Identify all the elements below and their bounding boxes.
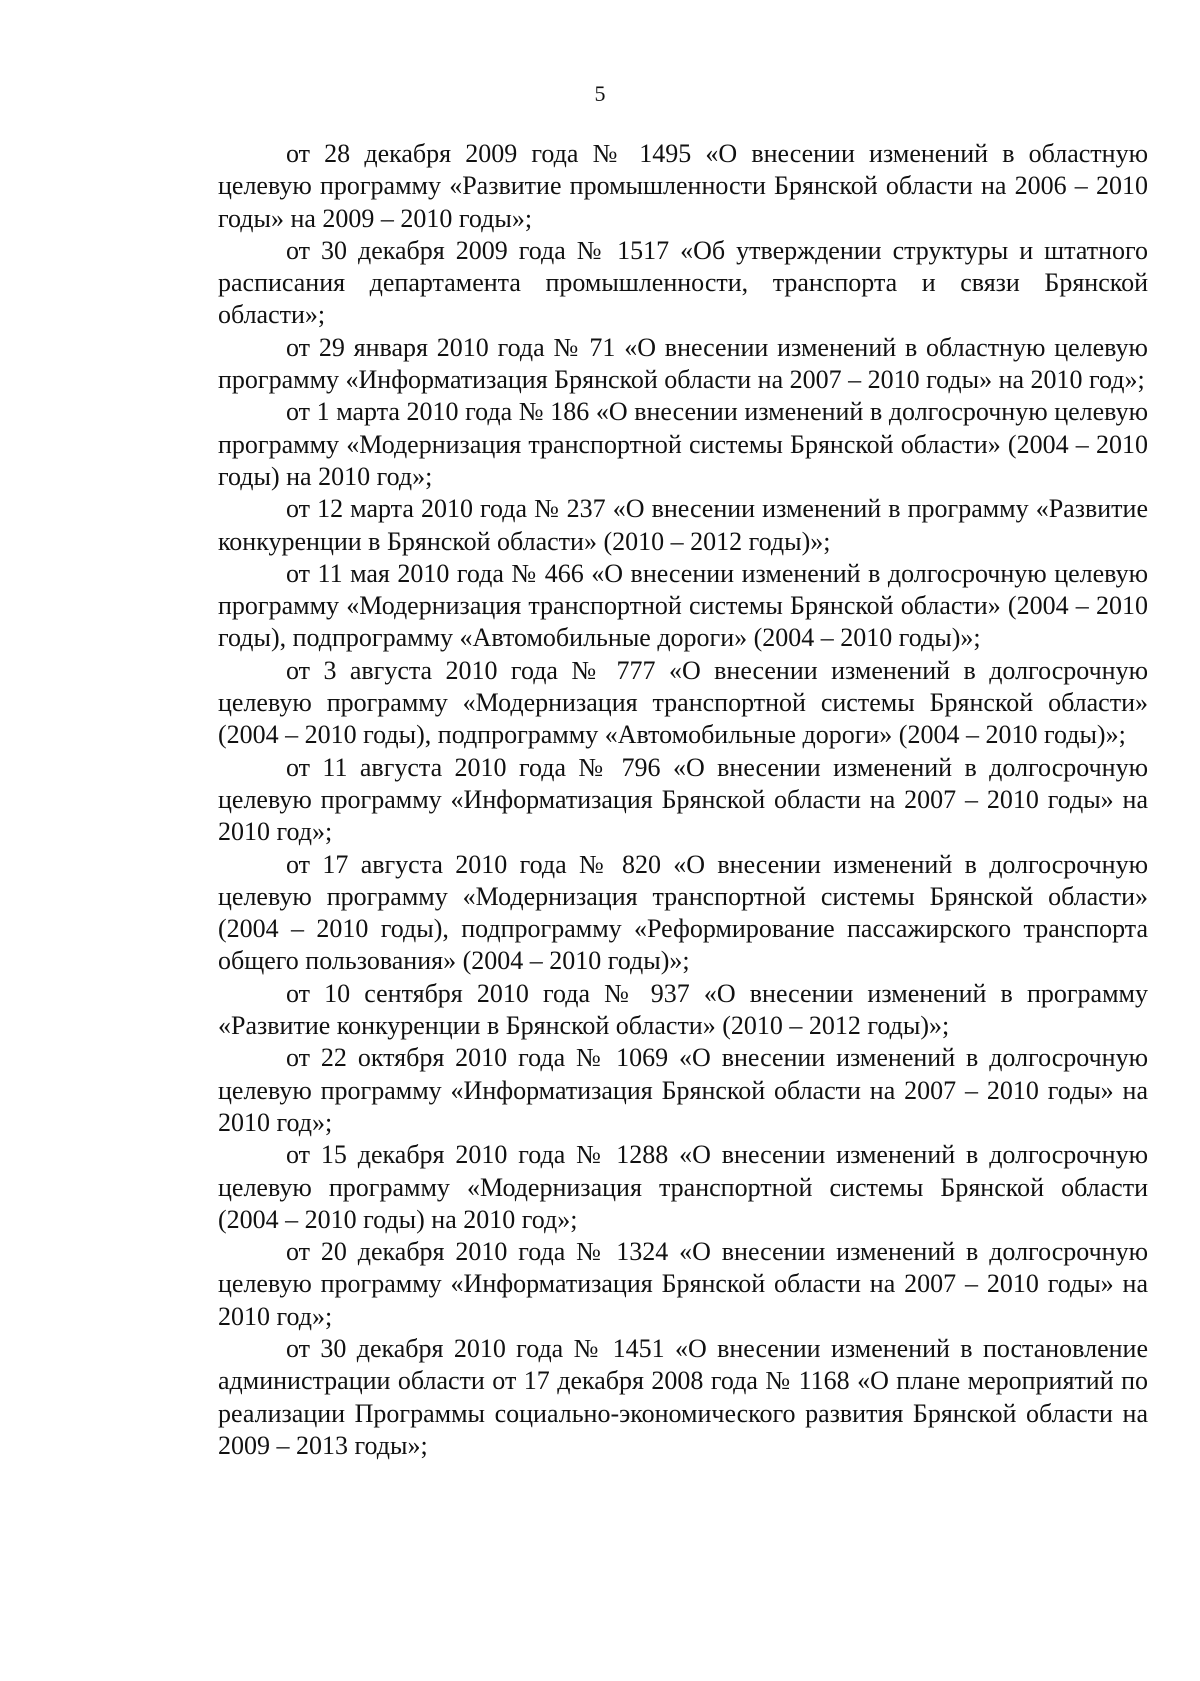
page-number: 5 [594, 81, 606, 106]
decree-item-2010-237: от 12 марта 2010 года № 237 «О внесении изменений в программу «Развитие конкуренции в Брянской области» (2010 – 2012 годы)»; [218, 494, 1148, 556]
decree-item-2010-796: от 11 августа 2010 года № 796 «О внесении изменений в долгосрочную целевую программу «Информатизация Брянской области на 2007 – 2010 годы» на 2010 год»; [218, 752, 1148, 847]
decree-item-2009-1495: от 28 декабря 2009 года № 1495 «О внесении изменений в областную целевую программу «Развитие промышленности Брянской области на 2006 – 2010 годы» на 2009 – 2010 годы»; [218, 139, 1148, 233]
decree-item-2009-1517: от 30 декабря 2009 года № 1517 «Об утверждении структуры и штатного расписания департамента промышленности, транспорта и связи Брянской области»; [218, 235, 1148, 330]
decree-item-2010-1288: от 15 декабря 2010 года № 1288 «О внесении изменений в долгосрочную целевую программу «Модернизация транспортной системы Брянской области (2004 – 2010 годы) на 2010 год»; [218, 1140, 1148, 1234]
decree-item-2010-820: от 17 августа 2010 года № 820 «О внесении изменений в долгосрочную целевую программу «Модернизация транспортной системы Брянской области» (2004 – 2010 годы), подпрограмму «Реформирование пассажирского транспорта общего пользования» (2004 – 2010 годы)»; [218, 849, 1148, 976]
decree-item-2010-1069: от 22 октября 2010 года № 1069 «О внесении изменений в долгосрочную целевую программу «Информатизация Брянской области на 2007 – 2010 годы» на 2010 год»; [218, 1043, 1148, 1137]
decree-item-2010-466: от 11 мая 2010 года № 466 «О внесении изменений в долгосрочную целевую программу «Модернизация транспортной системы Брянской области» (2004 – 2010 годы), подпрограмму «Автомобильные дороги» (2004 – 2010 годы)»; [218, 558, 1148, 653]
decree-item-2010-777: от 3 августа 2010 года № 777 «О внесении изменений в долгосрочную целевую программу «Модернизация транспортной системы Брянской области» (2004 – 2010 годы), подпрограмму «Автомобильные дороги» (2004 – 2010 годы)»; [218, 655, 1148, 750]
document-body [218, 138, 1148, 1462]
decree-item-2010-1324: от 20 декабря 2010 года № 1324 «О внесении изменений в долгосрочную целевую программу «Информатизация Брянской области на 2007 – 2010 годы» на 2010 год»; [218, 1237, 1148, 1331]
decree-item-2010-71: от 29 января 2010 года № 71 «О внесении изменений в областную целевую программу «Информатизация Брянской области на 2007 – 2010 годы» на 2010 год»; [218, 332, 1148, 395]
decree-item-2010-186: от 1 марта 2010 года № 186 «О внесении изменений в долгосрочную целевую программу «Модернизация транспортной системы Брянской области» (2004 – 2010 годы) на 2010 год»; [218, 397, 1148, 491]
decree-item-2010-1451: от 30 декабря 2010 года № 1451 «О внесении изменений в постановление администрации области от 17 декабря 2008 года № 1168 «О плане мероприятий по реализации Программы социально-экономического развития Брянской области на 2009 – 2013 годы»; [218, 1333, 1148, 1460]
decree-item-2010-937: от 10 сентября 2010 года № 937 «О внесении изменений в программу «Развитие конкуренции в Брянской области» (2010 – 2012 годы)»; [218, 978, 1148, 1041]
